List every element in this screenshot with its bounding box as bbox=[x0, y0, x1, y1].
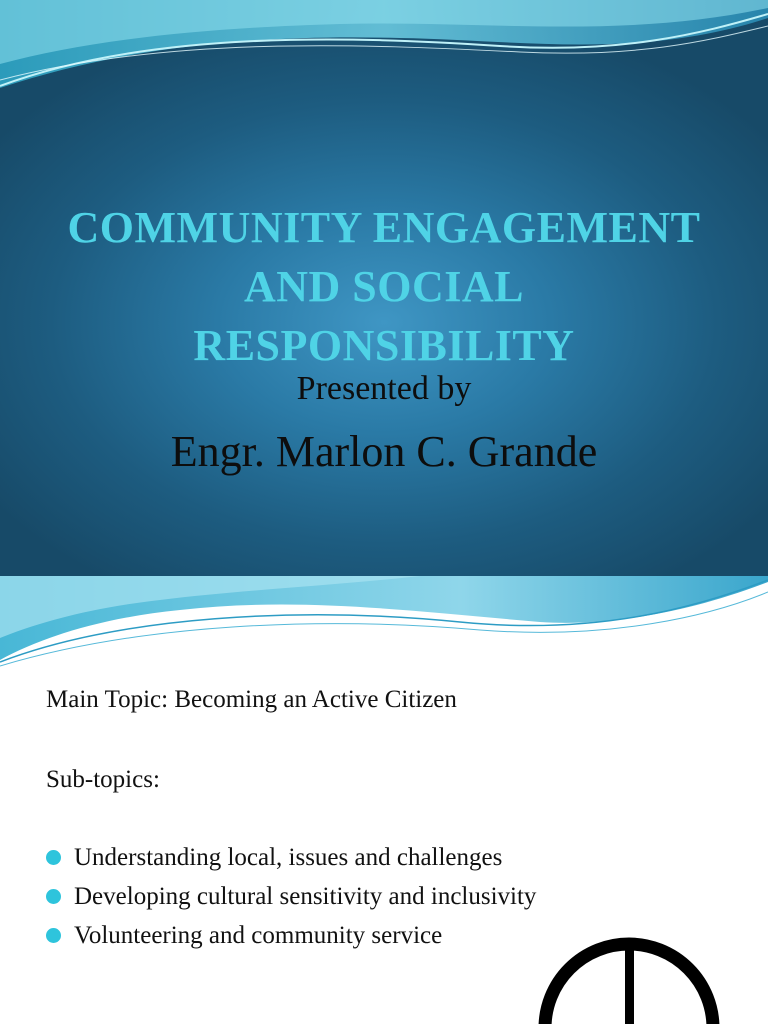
subtopic-text: Developing cultural sensitivity and inclusivity bbox=[74, 883, 537, 910]
list-item bbox=[46, 920, 536, 959]
subtopic-text: Understanding local, issues and challenges bbox=[74, 844, 503, 871]
topics-slide bbox=[0, 576, 768, 1024]
subtopic-list bbox=[46, 842, 536, 959]
subtopics-label: Sub-topics: bbox=[46, 766, 160, 793]
presentation-title bbox=[0, 198, 768, 375]
title-line-3: RESPONSIBILITY bbox=[193, 321, 575, 370]
bullet-dot-icon bbox=[46, 928, 61, 943]
subtopic-text: Volunteering and community service bbox=[74, 922, 443, 949]
list-item bbox=[46, 881, 536, 920]
main-topic-text: Main Topic: Becoming an Active Citizen bbox=[46, 686, 457, 713]
bullet-dot-icon bbox=[46, 850, 61, 865]
bullet-dot-icon bbox=[46, 889, 61, 904]
list-item bbox=[46, 842, 536, 881]
circle-line-symbol-icon bbox=[534, 930, 734, 1024]
presented-by-label: Presented by bbox=[296, 370, 472, 407]
header-wave-decoration bbox=[0, 576, 768, 676]
title-line-2: AND SOCIAL bbox=[243, 262, 525, 311]
presenter-name: Engr. Marlon C. Grande bbox=[170, 427, 598, 476]
header-wave-decoration bbox=[0, 0, 768, 110]
title-line-1: COMMUNITY ENGAGEMENT bbox=[67, 203, 701, 252]
